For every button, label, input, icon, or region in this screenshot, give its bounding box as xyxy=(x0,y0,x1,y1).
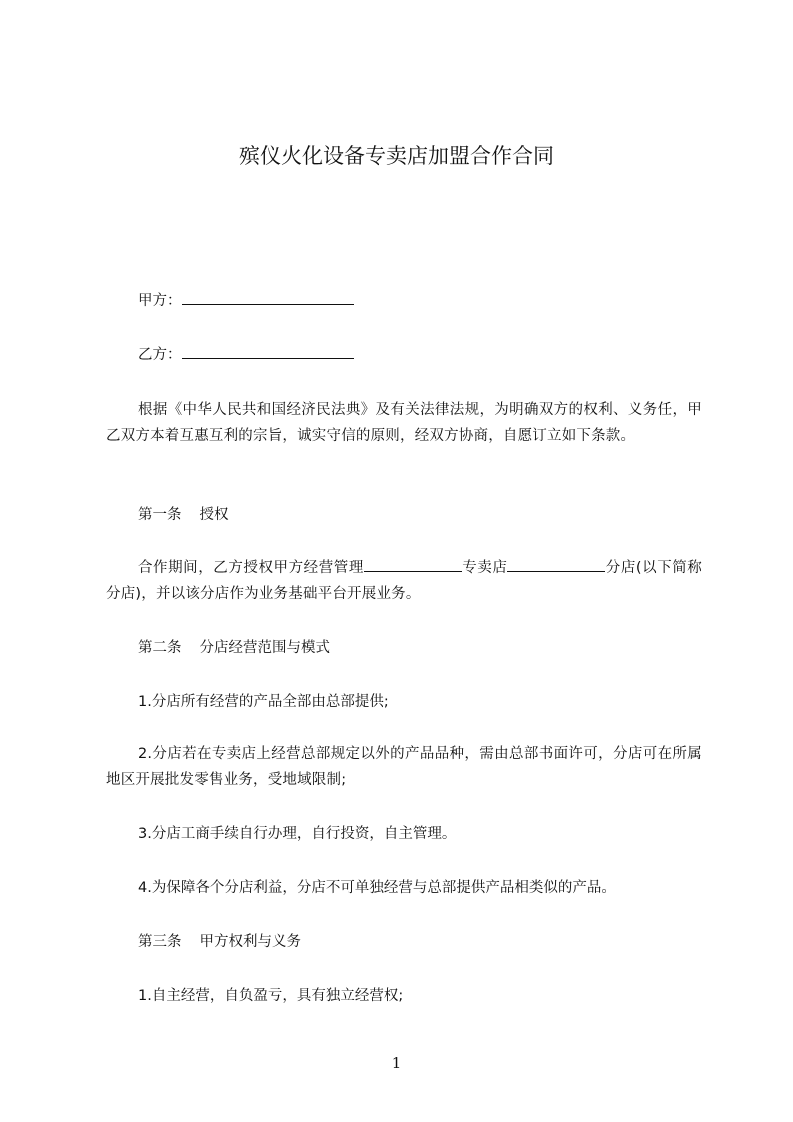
article-3-heading xyxy=(106,929,734,955)
article-2-heading xyxy=(106,635,734,661)
preamble-paragraph: 根据《中华人民共和国经济民法典》及有关法律法规，为明确双方的权利、义务任，甲乙双方本着互惠互利的宗旨，诚实守信的原则，经双方协商，自愿订立如下条款。 xyxy=(106,402,702,444)
article-2-item-2: 2.分店若在专卖店上经营总部规定以外的产品品种，需由总部书面许可，分店可在所属地区开展批发零售业务，受地域限制; xyxy=(106,746,702,788)
article-1-text-2: 专卖店 xyxy=(461,560,508,576)
article-1-text-1: 合作期间，乙方授权甲方经营管理 xyxy=(138,560,364,576)
party-a-label: 甲方： xyxy=(138,293,182,309)
article-2-item-1: 1.分店所有经营的产品全部由总部提供; xyxy=(138,694,389,710)
contract-title: 殡仪火化设备专卖店加盟合作合同 xyxy=(239,144,554,168)
article-3-item-1: 1.自主经营，自负盈亏，具有独立经营权; xyxy=(138,988,404,1004)
article-2-number: 第二条 xyxy=(138,640,182,656)
article-1-number: 第一条 xyxy=(138,507,182,523)
branch-name-blank[interactable] xyxy=(507,555,605,572)
party-b-label: 乙方： xyxy=(138,347,182,363)
store-name-blank[interactable] xyxy=(364,555,462,572)
party-b-blank[interactable] xyxy=(182,342,354,359)
article-1-heading xyxy=(106,502,734,528)
article-1-text-3: 分店(以下简称分店)，并以该分店作为业务基础平台开展业务。 xyxy=(106,560,703,602)
article-1-paragraph xyxy=(106,555,702,607)
article-2-title: 分店经营范围与模式 xyxy=(199,640,330,656)
page-number: 1 xyxy=(391,1054,402,1072)
party-b-line xyxy=(106,342,734,368)
party-a-line xyxy=(106,288,734,314)
article-3-number: 第三条 xyxy=(138,934,182,950)
article-2-item-3: 3.分店工商手续自行办理，自行投资，自主管理。 xyxy=(138,826,457,842)
article-3-title: 甲方权利与义务 xyxy=(199,934,301,950)
party-a-blank[interactable] xyxy=(182,288,354,305)
article-1-title: 授权 xyxy=(199,507,229,523)
article-2-item-4: 4.为保障各个分店利益，分店不可单独经营与总部提供产品相类似的产品。 xyxy=(138,880,616,896)
